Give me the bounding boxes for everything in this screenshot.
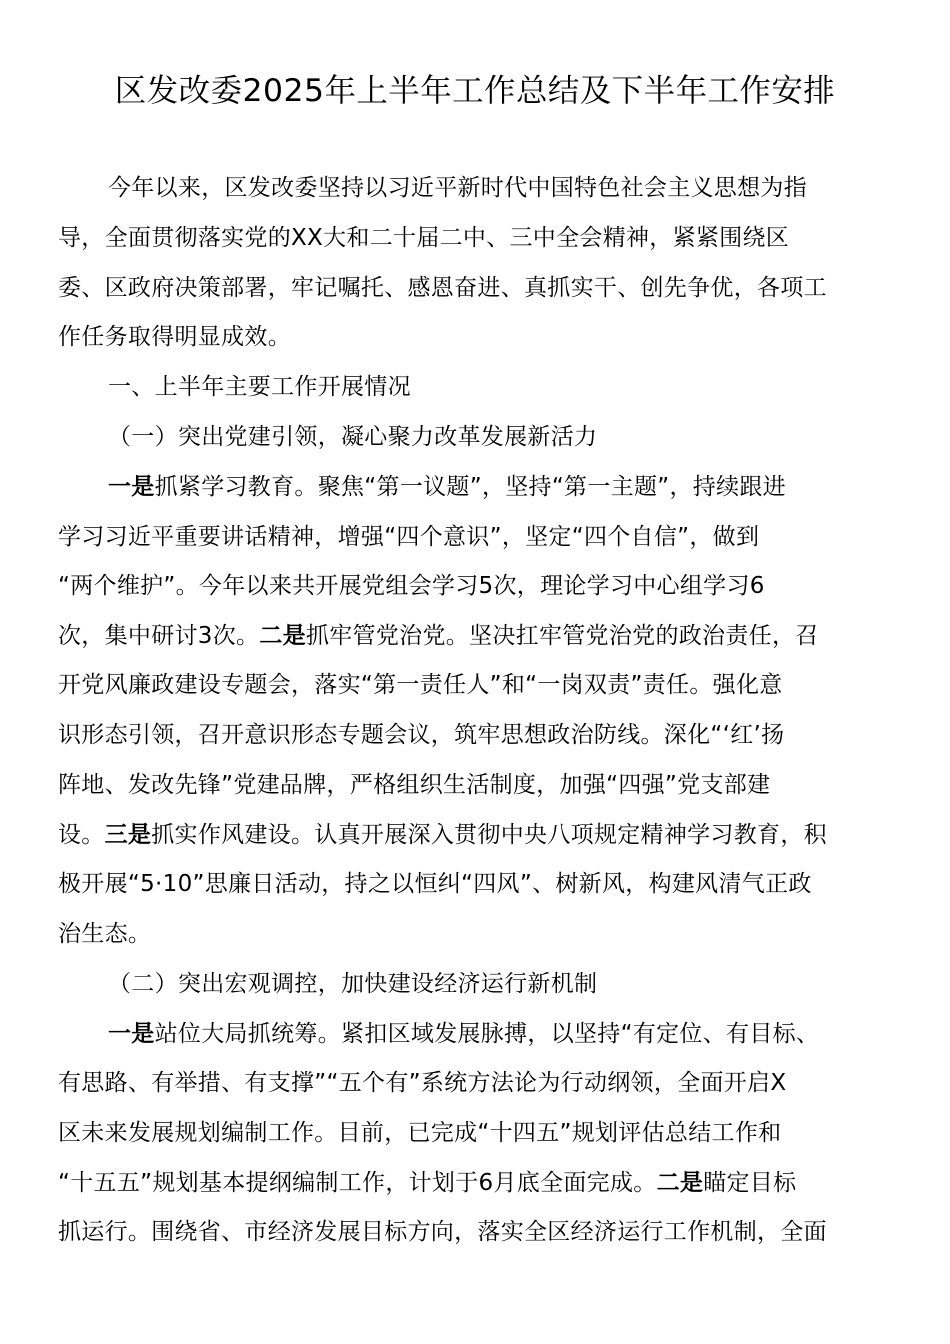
paragraph-text: 抓实作风建设。认真开展深入贯彻中央八项规定精神学习教育，积: [151, 822, 827, 848]
sec1-line-8: [58, 820, 827, 850]
intro-line-2: 导，全面贯彻落实党的XX大和二十届二中、三中全会精神，紧紧围绕区: [58, 225, 790, 251]
sec1-line-4: [58, 621, 819, 651]
heading-1: 一、上半年主要工作开展情况: [108, 374, 411, 400]
sec1-line-2: 学习习近平重要讲话精神，增强“四个意识”，坚定“四个自信”，做到: [58, 524, 760, 550]
sec1-line-9: 极开展“5·10”思廉日活动，持之以恒纠“四风”、树新风，构建风清气正政: [58, 871, 812, 897]
sec1-line-3: “两个维护”。今年以来共开展党组会学习5次，理论学习中心组学习6: [58, 573, 765, 599]
sec2-line-1: [108, 1019, 819, 1049]
item-marker: 二是: [656, 1170, 704, 1196]
intro-line-1: 今年以来，区发改委坚持以习近平新时代中国特色社会主义思想为指: [108, 175, 807, 201]
item-marker: 一是: [108, 1021, 155, 1047]
sec1-line-10: 治生态。: [58, 921, 152, 947]
item-marker: 二是: [259, 623, 306, 649]
sec2-line-4: [58, 1168, 796, 1198]
section-2-title: （二）突出宏观调控，加快建设经济运行新机制: [108, 971, 598, 997]
paragraph-text: 瞄定目标: [703, 1170, 797, 1196]
paragraph-text: “十五五”规划基本提纲编制工作，计划于6月底全面完成。: [58, 1170, 657, 1196]
intro-line-4: 作任务取得明显成效。: [58, 324, 291, 350]
sec1-line-6: 识形态引领，召开意识形态专题会议，筑牢思想政治防线。深化“‘红’扬: [58, 722, 785, 748]
intro-line-3: 委、区政府决策部署，牢记嘱托、感恩奋进、真抓实干、创先争优，各项工: [58, 275, 827, 301]
paragraph-text: 次，集中研讨3次。: [58, 623, 260, 649]
paragraph-text: 抓牢管党治党。坚决扛牢管党治党的政治责任，召: [305, 623, 819, 649]
sec2-line-3: 区未来发展规划编制工作。目前，已完成“十四五”规划评估总结工作和: [58, 1120, 782, 1146]
sec1-line-7: 阵地、发改先锋”党建品牌，严格组织生活制度，加强“四强”党支部建: [58, 772, 771, 798]
item-marker: 一是: [108, 474, 155, 500]
section-1-title: （一）突出党建引领，凝心聚力改革发展新活力: [108, 424, 598, 450]
document-title: 区发改委2025年上半年工作总结及下半年工作安排: [114, 73, 836, 109]
sec1-line-5: 开党风廉政建设专题会，落实“第一责任人”和“一岗双责”责任。强化意: [58, 672, 783, 698]
paragraph-text: 抓紧学习教育。聚焦“第一议题”，坚持“第一主题”，持续跟进: [154, 474, 786, 500]
sec1-line-1: [108, 472, 786, 502]
sec2-line-5: 抓运行。围绕省、市经济发展目标方向，落实全区经济运行工作机制，全面: [58, 1219, 827, 1245]
paragraph-text: 设。: [58, 822, 105, 848]
paragraph-text: 站位大局抓统筹。紧扣区域发展脉搏，以坚持“有定位、有目标、: [154, 1021, 820, 1047]
item-marker: 三是: [104, 822, 152, 848]
sec2-line-2: 有思路、有举措、有支撑”“五个有”系统方法论为行动纲领，全面开启X: [58, 1070, 787, 1096]
